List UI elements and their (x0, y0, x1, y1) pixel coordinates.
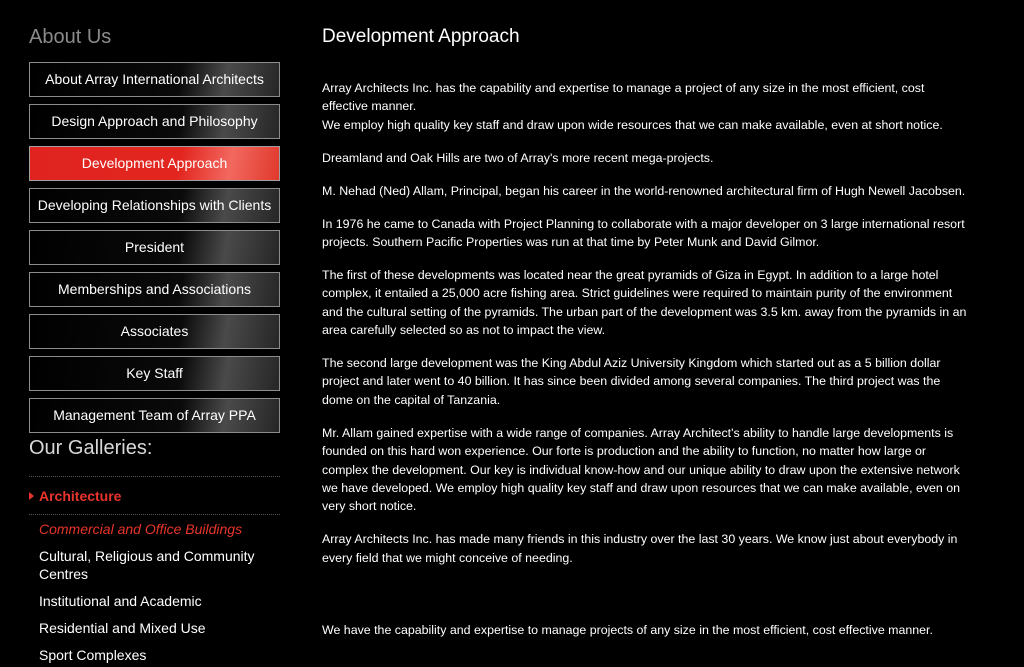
divider (29, 514, 280, 515)
nav-item-development-approach[interactable]: Development Approach (29, 146, 280, 181)
paragraph (322, 182, 1020, 200)
nav-item-president[interactable]: President (29, 230, 280, 265)
nav-item-about-array[interactable]: About Array International Architects (29, 62, 280, 97)
paragraph-line: we have developed. We employ high quality key staff and draw upon resources that we can make available, even on (322, 480, 961, 495)
paragraph-line: projects. Southern Pacific Properties was run at that time by Peter Munk and David Gilmor. (322, 234, 820, 249)
nav-item-design-approach[interactable]: Design Approach and Philosophy (29, 104, 280, 139)
article-body (322, 79, 1020, 582)
paragraph-line: and the cultural setting of the pyramids. The urban part of the development was 3.5 km. away from the pyramids in an (322, 304, 967, 319)
paragraph (322, 215, 1020, 252)
paragraph-line: complex, it entailed a 25,000 acre fishing area. Strict guidelines were required to maintain purity of the environment (322, 286, 953, 301)
nav-item-associates[interactable]: Associates (29, 314, 280, 349)
paragraph (322, 424, 1020, 516)
nav-item-client-relationships[interactable]: Developing Relationships with Clients (29, 188, 280, 223)
gallery-sublist (39, 520, 279, 667)
gallery-category-architecture[interactable] (29, 488, 121, 504)
paragraph-line: every field that we might conceive of needing. (322, 550, 573, 565)
paragraph-line: The first of these developments was located near the great pyramids of Giza in Egypt. In addition to a large hotel (322, 267, 939, 282)
paragraph-line: complex the development. Our key is individual know-how and our unique ability to draw upon the extensive network (322, 462, 960, 477)
gallery-item-residential[interactable]: Residential and Mixed Use (39, 620, 206, 636)
gallery-item-sport[interactable]: Sport Complexes (39, 647, 147, 663)
paragraph (322, 79, 1020, 134)
paragraph-line: founded on this hard won experience. Our forte is production and the ability to function, no matter how large or (322, 444, 927, 459)
paragraph-line: Array Architects Inc. has made many friends in this industry over the last 30 years. We know just about everybody in (322, 532, 958, 547)
paragraph-line: Mr. Allam gained expertise with a wide range of companies. Array Architect's ability to handle large developments is (322, 425, 954, 440)
gallery-item-institutional[interactable]: Institutional and Academic (39, 593, 202, 609)
page-title: Development Approach (322, 26, 520, 47)
gallery-category-label: Architecture (39, 488, 122, 504)
nav-item-memberships[interactable]: Memberships and Associations (29, 272, 280, 307)
paragraph-line: very short notice. (322, 499, 417, 514)
triangle-right-icon (29, 492, 34, 500)
paragraph-line: Dreamland and Oak Hills are two of Array's more recent mega-projects. (322, 150, 714, 165)
sidebar-heading: About Us (29, 26, 112, 48)
paragraph-line: In 1976 he came to Canada with Project Planning to collaborate with a major developer on 3 large international resort (322, 216, 965, 231)
about-nav (29, 62, 280, 440)
paragraph-line: M. Nehad (Ned) Allam, Principal, began his career in the world-renowned architectural firm of Hugh Newell Jacobsen. (322, 183, 966, 198)
gallery-item-cultural[interactable]: Cultural, Religious and Community Centres (39, 548, 255, 582)
paragraph (322, 354, 1020, 409)
paragraph-line: effective manner. (322, 99, 417, 114)
gallery-item-commercial[interactable]: Commercial and Office Buildings (39, 521, 243, 537)
paragraph-line: The second large development was the King Abdul Aziz University Kingdom which started out as a 5 billion dollar (322, 355, 941, 370)
paragraph (322, 266, 1020, 340)
paragraph (322, 149, 1020, 167)
nav-item-management-team[interactable]: Management Team of Array PPA (29, 398, 280, 433)
paragraph-line: area carefully selected so as not to impact the view. (322, 323, 606, 338)
paragraph-line: Array Architects Inc. has the capability and expertise to manage a project of any size in the most efficient, cost (322, 81, 925, 95)
paragraph-line: dome on the capital of Tanzania. (322, 392, 501, 407)
paragraph-line: We employ high quality key staff and draw upon wide resources that we can make available, even at short notice. (322, 117, 943, 132)
divider (29, 476, 280, 477)
nav-item-key-staff[interactable]: Key Staff (29, 356, 280, 391)
paragraph (322, 530, 1020, 567)
paragraph-line: project and later went to 40 billion. It has since been divided among several companies. The third project was the (322, 374, 941, 389)
galleries-heading: Our Galleries: (29, 437, 153, 459)
closing-statement: We have the capability and expertise to manage projects of any size in the most efficient, cost effective manner. (322, 623, 933, 637)
